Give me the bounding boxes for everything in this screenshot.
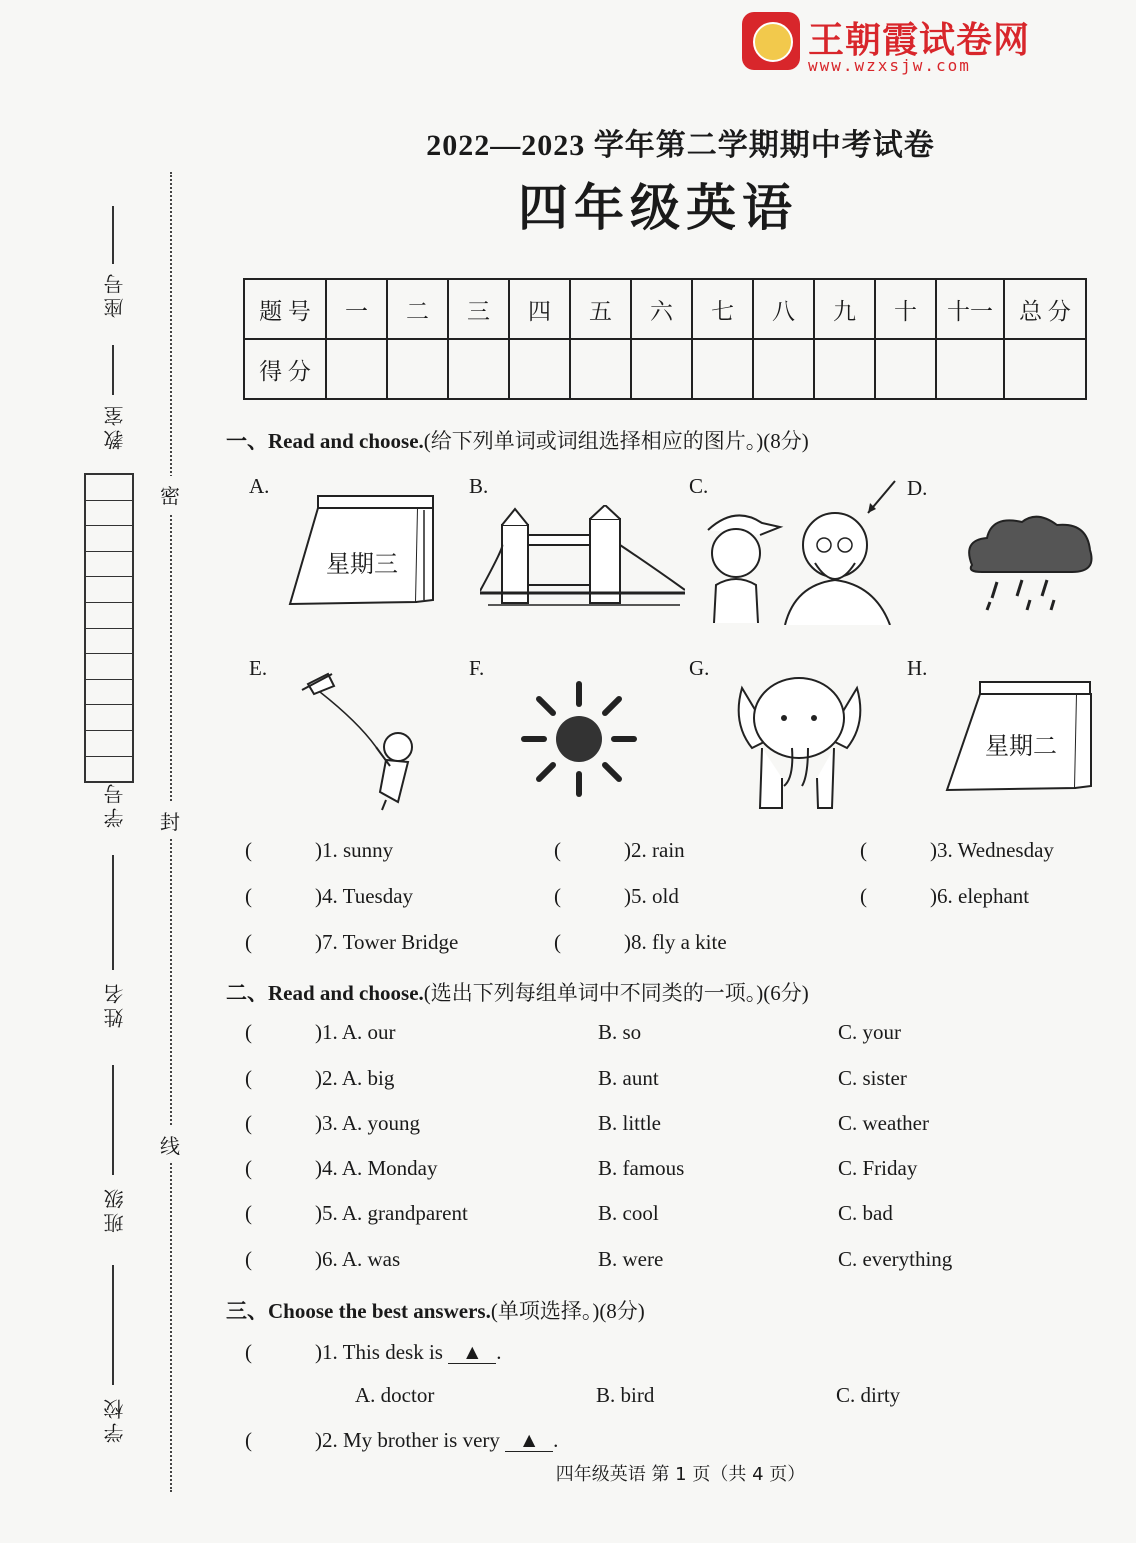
section1-note: (给下列单词或词组选择相应的图片。)(8分) [423, 429, 809, 453]
section3-note: (单项选择。)(8分) [490, 1299, 645, 1323]
room-line [112, 345, 114, 395]
section2-title [226, 977, 809, 1007]
school-line [112, 1265, 114, 1385]
s1-item-6: 6. elephant [937, 884, 1030, 908]
score-blank [387, 339, 448, 399]
s1-item-2: 2. rain [631, 838, 685, 862]
score-blank [936, 339, 1004, 399]
site-logo [742, 12, 1052, 74]
s3-q1-option-a: A. doctor [355, 1383, 435, 1407]
score-blank [326, 339, 387, 399]
rain-cloud-icon [962, 510, 1097, 620]
answer-blank-3[interactable]: ( )3. Wednesday [860, 838, 1054, 862]
s1-item-5: 5. old [631, 884, 679, 908]
score-cell: 二 [387, 279, 448, 339]
score-blank [570, 339, 631, 399]
score-blank [631, 339, 692, 399]
answer-blank-4[interactable]: ( )4. Tuesday [245, 884, 414, 908]
answer-blank-1[interactable]: ( )1. sunny [245, 838, 394, 862]
s2-row-5[interactable]: ( )5. A. grandparent [245, 1201, 468, 1225]
fly-kite-icon [298, 662, 428, 819]
s2-option-b: B. were [598, 1247, 664, 1271]
s3-q2-text: 2. My brother is very [322, 1428, 500, 1452]
s2-option-b: B. cool [598, 1201, 659, 1225]
score-blank [448, 339, 509, 399]
class-label: 班级 [103, 1185, 127, 1233]
s2-option-c: C. your [838, 1020, 901, 1044]
calendar-wednesday-icon [288, 492, 438, 617]
s2-option-a: 1. A. our [322, 1020, 396, 1044]
student-id-label: 学号 [103, 780, 127, 828]
section1-title [226, 425, 809, 455]
room-label: 教室 [103, 402, 127, 450]
option-letter-d: D. [907, 476, 928, 500]
section2-note: (选出下列每组单词中不同类的一项。)(6分) [423, 981, 809, 1005]
seat-label: 座号 [103, 270, 127, 318]
logo-brand: 王朝霞试卷网 [808, 20, 1031, 61]
name-line [112, 855, 114, 970]
score-cell: 三 [448, 279, 509, 339]
class-line [112, 1065, 114, 1175]
s2-option-a: 6. A. was [322, 1247, 401, 1271]
logo-url: www.wzxsjw.com [808, 56, 971, 75]
blank-triangle-icon: ▲ [505, 1430, 553, 1452]
s2-row-6[interactable]: ( )6. A. was [245, 1247, 401, 1271]
s2-option-c: C. weather [838, 1111, 929, 1135]
score-blank [814, 339, 875, 399]
score-cell: 九 [814, 279, 875, 339]
option-letter-c: C. [689, 474, 709, 498]
score-cell: 十 [875, 279, 936, 339]
tower-bridge-icon [480, 505, 685, 622]
answer-blank-5[interactable]: ( )5. old [554, 884, 679, 908]
s2-option-a: 4. A. Monday [322, 1156, 438, 1180]
score-cell: 五 [570, 279, 631, 339]
page-footer: 四年级英语 第 1 页（共 4 页） [555, 1464, 806, 1485]
option-letter-g: G. [689, 656, 710, 680]
score-cell: 六 [631, 279, 692, 339]
s2-row-1[interactable]: ( )1. A. our [245, 1020, 396, 1044]
score-blank [1004, 339, 1086, 399]
sun-icon [520, 680, 638, 803]
score-cell: 一 [326, 279, 387, 339]
score-row-label: 得 分 [244, 339, 326, 399]
s3-q1-option-b: B. bird [596, 1383, 655, 1407]
boy-and-old-man-icon [700, 475, 910, 630]
s2-option-b: B. famous [598, 1156, 685, 1180]
s2-option-b: B. aunt [598, 1066, 659, 1090]
section1-heading: 一、Read and choose. [226, 429, 424, 453]
score-cell: 八 [753, 279, 814, 339]
blank-triangle-icon: ▲ [448, 1342, 496, 1364]
score-table-score-row [244, 339, 1086, 399]
s1-item-3: 3. Wednesday [937, 838, 1054, 862]
s2-option-a: 2. A. big [322, 1066, 395, 1090]
score-cell: 题 号 [244, 279, 326, 339]
score-table-header-row [244, 279, 1086, 339]
section3-heading: 三、Choose the best answers. [226, 1299, 491, 1323]
s2-row-2[interactable]: ( )2. A. big [245, 1066, 395, 1090]
seal-mi: 密 [160, 476, 180, 513]
option-letter-f: F. [469, 656, 485, 680]
score-table [243, 278, 1087, 400]
elephant-icon [732, 668, 867, 818]
option-letter-a: A. [249, 474, 270, 498]
s1-item-7: 7. Tower Bridge [322, 930, 459, 954]
answer-blank-6[interactable]: ( )6. elephant [860, 884, 1030, 908]
answer-blank-8[interactable]: ( )8. fly a kite [554, 930, 727, 954]
s2-option-c: C. sister [838, 1066, 907, 1090]
answer-blank-2[interactable]: ( )2. rain [554, 838, 685, 862]
s2-option-a: 3. A. young [322, 1111, 421, 1135]
score-blank [692, 339, 753, 399]
seal-xian: 线 [160, 1126, 180, 1163]
s2-row-4[interactable]: ( )4. A. Monday [245, 1156, 438, 1180]
logo-badge-icon [742, 12, 800, 70]
score-cell: 十一 [936, 279, 1004, 339]
s2-option-b: B. so [598, 1020, 642, 1044]
option-letter-e: E. [249, 656, 268, 680]
exam-title: 2022—2023 学年第二学期期中考试卷 [426, 129, 935, 162]
s1-item-1: 1. sunny [322, 838, 394, 862]
s3-q1-option-c: C. dirty [836, 1383, 901, 1407]
s2-row-3[interactable]: ( )3. A. young [245, 1111, 421, 1135]
s2-option-b: B. little [598, 1111, 661, 1135]
score-blank [509, 339, 570, 399]
calendar-tuesday-icon [945, 678, 1095, 803]
s1-item-8: 8. fly a kite [631, 930, 727, 954]
s2-option-c: C. everything [838, 1247, 953, 1271]
calendar-h-text: 星期二 [985, 732, 1057, 760]
s2-option-a: 5. A. grandparent [322, 1201, 468, 1225]
score-blank [753, 339, 814, 399]
section2-heading: 二、Read and choose. [226, 981, 424, 1005]
s3-question-1[interactable]: ( )1. This desk is ▲ . [245, 1340, 502, 1364]
answer-blank-7[interactable]: ( )7. Tower Bridge [245, 930, 459, 954]
seal-feng: 封 [160, 802, 180, 839]
exam-subtitle: 四年级英语 [518, 180, 798, 236]
s2-option-c: C. bad [838, 1201, 893, 1225]
option-letter-h: H. [907, 656, 928, 680]
option-letter-b: B. [469, 474, 489, 498]
name-label: 姓名 [103, 980, 127, 1028]
score-cell: 总 分 [1004, 279, 1086, 339]
s1-item-4: 4. Tuesday [322, 884, 414, 908]
s3-q1-text: 1. This desk is [322, 1340, 443, 1364]
score-blank [875, 339, 936, 399]
school-label: 学校 [103, 1395, 127, 1443]
score-cell: 七 [692, 279, 753, 339]
student-id-boxes[interactable] [84, 473, 134, 783]
section3-title [226, 1295, 645, 1325]
s2-option-c: C. Friday [838, 1156, 918, 1180]
s3-question-2[interactable]: ( )2. My brother is very ▲ . [245, 1428, 559, 1452]
calendar-a-text: 星期三 [326, 550, 398, 578]
score-cell: 四 [509, 279, 570, 339]
seat-line [112, 206, 114, 264]
